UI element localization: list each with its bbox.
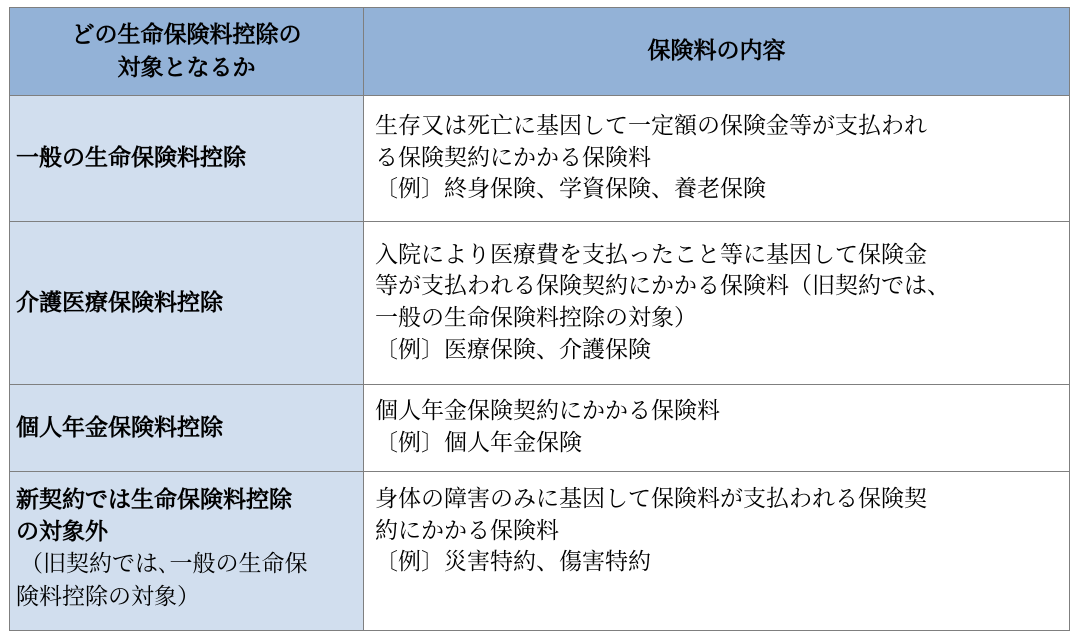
category-cell [10, 96, 364, 222]
header-category-line: 対象となるか [117, 54, 256, 81]
header-category-line: どの生命保険料控除の [71, 22, 302, 49]
content-cell [364, 472, 1070, 631]
category-cell [10, 385, 364, 472]
category-label: の対象外 [16, 519, 108, 546]
table-row [10, 385, 1070, 472]
content-line: 入院により医療費を支払ったこと等に基因して保険金 [375, 241, 927, 268]
content-line: 生存又は死亡に基因して一定額の保険金等が支払われ [375, 112, 927, 139]
category-label: 個人年金保険料控除 [16, 414, 223, 441]
table-row [10, 96, 1070, 222]
content-line: 一般の生命保険料控除の対象） [375, 305, 697, 331]
content-line: 個人年金保険契約にかかる保険料 [375, 398, 720, 425]
content-line: 〔例〕個人年金保険 [375, 430, 582, 456]
category-cell [10, 222, 364, 385]
content-cell [364, 385, 1070, 472]
table-row [10, 222, 1070, 385]
table-row [10, 472, 1070, 631]
content-line: る保険契約にかかる保険料 [375, 144, 651, 171]
content-line: 〔例〕医療保険、介護保険 [375, 336, 651, 363]
content-line: 〔例〕終身保険、学資保険、養老保険 [375, 176, 766, 203]
content-line: 等が支払われる保険契約にかかる保険料（旧契約では、 [375, 273, 950, 300]
deduction-table [9, 7, 1070, 631]
insurance-deduction-table [9, 7, 1069, 630]
header-content-label: 保険料の内容 [647, 38, 786, 65]
content-line: 身体の障害のみに基因して保険料が支払われる保険契 [375, 486, 927, 512]
content-line: 約にかかる保険料 [375, 517, 559, 544]
category-note: （旧契約では､一般の生命保 [20, 551, 308, 578]
category-label: 介護医療保険料控除 [16, 289, 223, 316]
content-line: 〔例〕災害特約、傷害特約 [375, 549, 651, 576]
category-note: 険料控除の対象） [16, 583, 200, 610]
category-cell [10, 472, 364, 631]
content-cell [364, 222, 1070, 385]
header-content [364, 8, 1070, 96]
header-row [10, 8, 1070, 96]
content-cell [364, 96, 1070, 222]
category-label: 一般の生命保険料控除 [16, 145, 246, 172]
category-label: 新契約では生命保険料控除 [16, 487, 292, 513]
header-category [10, 8, 364, 96]
